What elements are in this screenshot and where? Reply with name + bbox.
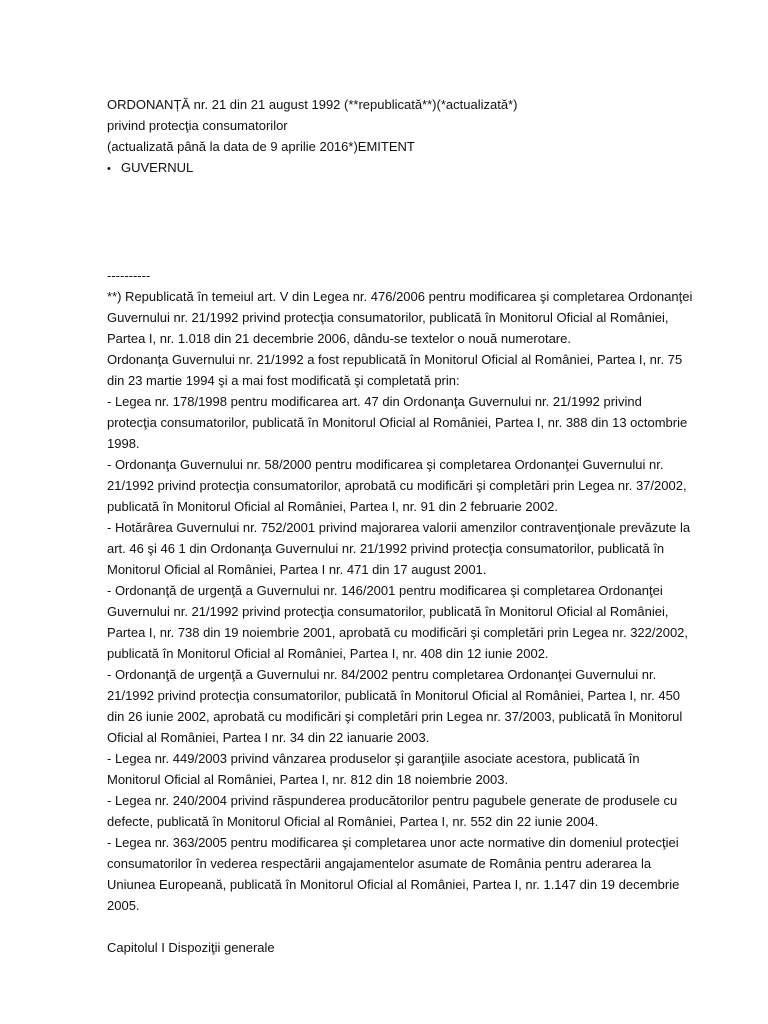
note-line: - Legea nr. 449/2003 privind vânzarea produselor şi garanţiile asociate acestora, publicată în: [107, 751, 640, 766]
document-page: [107, 94, 737, 958]
note-line: 2005.: [107, 898, 140, 913]
note-line: - Ordonanţa Guvernului nr. 58/2000 pentru modificarea şi completarea Ordonanţei Guvernului nr.: [107, 457, 664, 472]
note-line: Partea I, nr. 738 din 19 noiembrie 2001, aprobată cu modificări şi completări prin Legea nr. 322/2002,: [107, 625, 689, 640]
note-paragraph: [107, 832, 737, 916]
note-line: - Legea nr. 363/2005 pentru modificarea şi completarea unor acte normative din domeniul protecţiei: [107, 835, 679, 850]
note-line: - Ordonanţă de urgenţă a Guvernului nr. 84/2002 pentru completarea Ordonanţei Guvernului nr.: [107, 667, 657, 682]
note-paragraph: [107, 664, 737, 748]
note-line: Monitorul Oficial al României, Partea I, nr. 812 din 18 noiembrie 2003.: [107, 772, 509, 787]
republication-notes: [107, 286, 737, 916]
note-line: art. 46 şi 46 1 din Ordonanţa Guvernului nr. 21/1992 privind protecţia consumatorilor, publicată în: [107, 541, 665, 556]
document-subtitle: privind protecţia consumatorilor: [107, 118, 288, 133]
note-paragraph: [107, 748, 737, 790]
note-line: **) Republicată în temeiul art. V din Legea nr. 476/2006 pentru modificarea şi completarea Ordonanţei: [107, 289, 693, 304]
note-line: Guvernului nr. 21/1992 privind protecţia consumatorilor, publicată în Monitorul Oficial al României,: [107, 604, 669, 619]
note-line: 21/1992 privind protecţia consumatorilor, aprobată cu modificări şi completări prin Legea nr. 37/2002,: [107, 478, 687, 493]
note-line: - Ordonanţă de urgenţă a Guvernului nr. 146/2001 pentru modificarea şi completarea Ordonanţei: [107, 583, 663, 598]
note-line: Oficial al României, Partea I nr. 34 din 22 ianuarie 2003.: [107, 730, 430, 745]
issuer-name: GUVERNUL: [121, 160, 194, 175]
note-line: protecţia consumatorilor, publicată în Monitorul Oficial al României, Partea I, nr. 388 din 13 octombrie: [107, 415, 688, 430]
note-paragraph: [107, 580, 737, 664]
note-line: publicată în Monitorul Oficial al României, Partea I, nr. 91 din 2 februarie 2002.: [107, 499, 558, 514]
bullet-icon: •: [107, 163, 111, 175]
note-paragraph: [107, 790, 737, 832]
note-line: Partea I, nr. 1.018 din 21 decembrie 2006, dându-se textelor o nouă numerotare.: [107, 331, 571, 346]
note-line: defecte, publicată în Monitorul Oficial al României, Partea I, nr. 552 din 22 iunie 2004.: [107, 814, 599, 829]
note-line: Monitorul Oficial al României, Partea I nr. 471 din 17 august 2001.: [107, 562, 487, 577]
note-line: publicată în Monitorul Oficial al României, Partea I, nr. 408 din 12 iunie 2002.: [107, 646, 549, 661]
document-update-note: (actualizată până la data de 9 aprilie 2016*)EMITENT: [107, 139, 415, 154]
spacer: [107, 180, 737, 265]
document-header: [107, 94, 737, 180]
note-line: - Legea nr. 178/1998 pentru modificarea art. 47 din Ordonanţa Guvernului nr. 21/1992 privind: [107, 394, 642, 409]
note-paragraph: [107, 286, 737, 349]
note-line: 1998.: [107, 436, 140, 451]
note-line: Uniunea Europeană, publicată în Monitorul Oficial al României, Partea I, nr. 1.147 din 19 decembrie: [107, 877, 680, 892]
note-paragraph: [107, 454, 737, 517]
note-paragraph: [107, 517, 737, 580]
issuer-list-item: [107, 157, 737, 180]
note-line: - Legea nr. 240/2004 privind răspunderea producătorilor pentru pagubele generate de produsele cu: [107, 793, 678, 808]
separator-line: ----------: [107, 268, 151, 283]
note-line: din 26 iunie 2002, aprobată cu modificări şi completări prin Legea nr. 37/2003, publicată în Monitorul: [107, 709, 683, 724]
note-line: - Hotărârea Guvernului nr. 752/2001 privind majorarea valorii amenzilor contravenţionale prevăzute la: [107, 520, 691, 535]
note-line: Ordonanţa Guvernului nr. 21/1992 a fost republicată în Monitorul Oficial al României, Partea I, nr. 75: [107, 352, 683, 367]
note-line: 21/1992 privind protecţia consumatorilor, publicată în Monitorul Oficial al României, Partea I, nr. 450: [107, 688, 681, 703]
document-title: ORDONANȚĂ nr. 21 din 21 august 1992 (**republicată**)(*actualizată*): [107, 97, 518, 112]
note-line: consumatorilor în vederea respectării angajamentelor asumate de România pentru aderarea la: [107, 856, 652, 871]
note-line: din 23 martie 1994 şi a mai fost modificată şi completată prin:: [107, 373, 460, 388]
note-paragraph: [107, 391, 737, 454]
note-paragraph: [107, 349, 737, 391]
note-line: Guvernului nr. 21/1992 privind protecţia consumatorilor, publicată în Monitorul Oficial al României,: [107, 310, 669, 325]
chapter-heading: Capitolul I Dispoziţii generale: [107, 940, 275, 955]
